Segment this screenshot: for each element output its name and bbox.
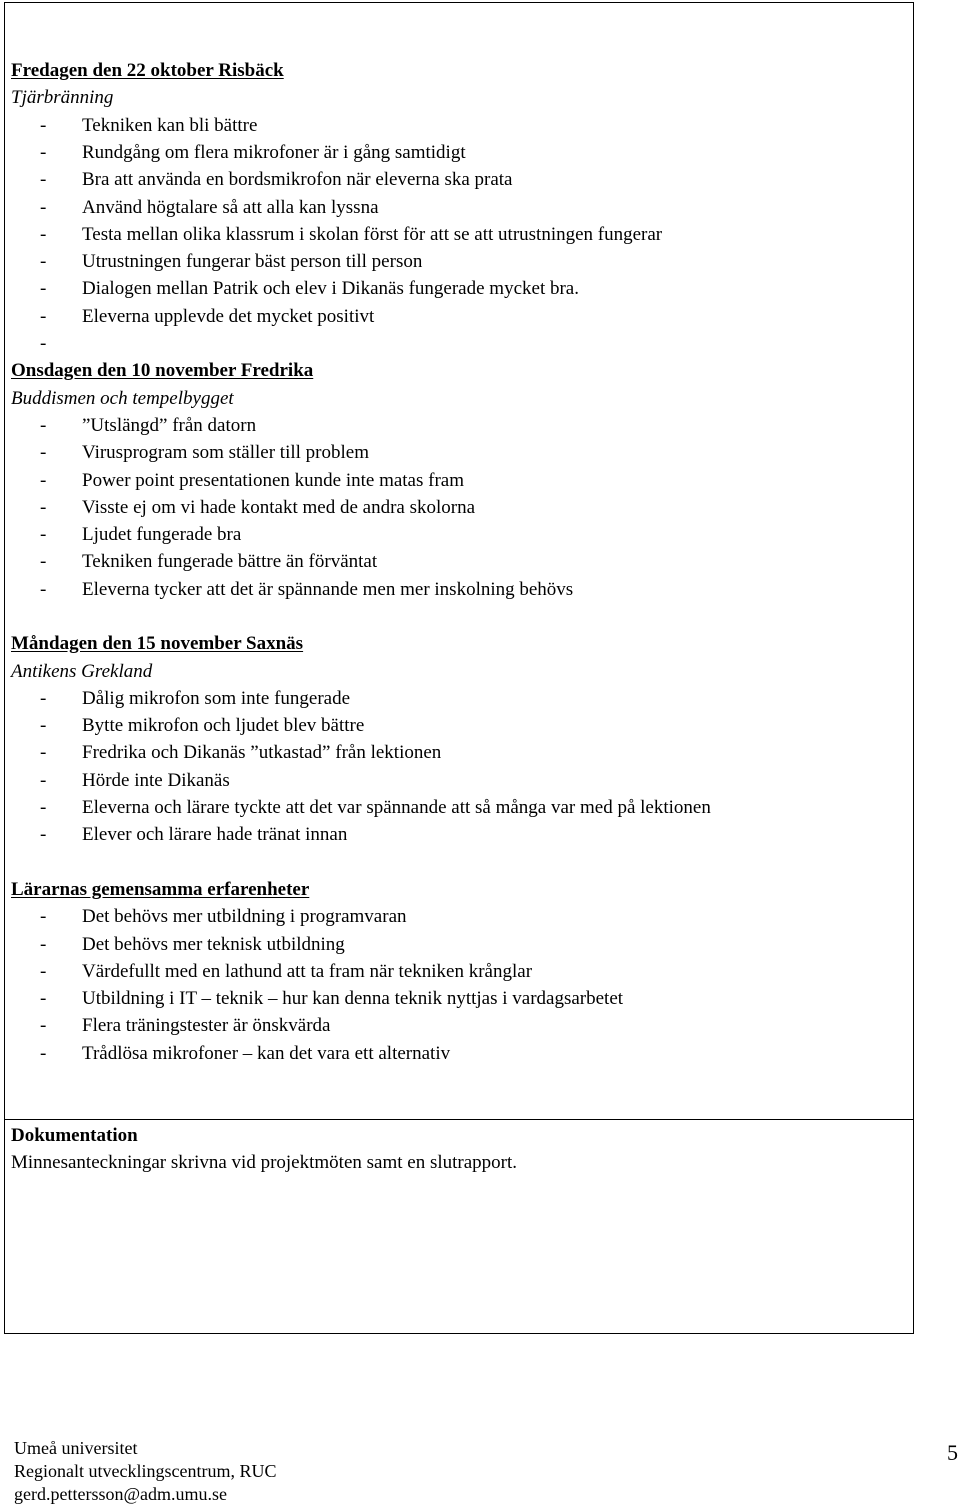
list-marker: - (40, 524, 47, 545)
list-item-text: Trådlösa mikrofoner – kan det vara ett alternativ (82, 1043, 451, 1064)
list-item-text: Fredrika och Dikanäs ”utkastad” från lektionen (82, 742, 442, 763)
list-marker: - (40, 961, 47, 982)
list-item (40, 303, 374, 330)
list-item-text: Eleverna och lärare tyckte att det var spännande att så många var med på lektionen (82, 797, 711, 818)
footer-email: gerd.pettersson@adm.umu.se (14, 1484, 228, 1504)
list-marker: - (40, 906, 47, 927)
list-item (40, 767, 230, 794)
list-item (40, 931, 345, 958)
list-marker: - (40, 742, 47, 763)
list-item-text: Elever och lärare hade tränat innan (82, 824, 348, 845)
section-heading: Lärarnas gemensamma erfarenheter (11, 879, 310, 900)
list-marker: - (40, 442, 47, 463)
list-item-text: Hörde inte Dikanäs (82, 770, 230, 791)
section-subtitle: Antikens Grekland (11, 661, 153, 682)
list-marker: - (40, 497, 47, 518)
list-marker: - (40, 306, 47, 327)
page-number: 5 (947, 1440, 958, 1465)
section-subtitle: Buddismen och tempelbygget (11, 388, 234, 409)
list-item-text: Bra att använda en bordsmikrofon när eleverna ska prata (82, 169, 513, 190)
list-marker: - (40, 579, 47, 600)
documentation-text: Minnesanteckningar skrivna vid projektmöten samt en slutrapport. (11, 1152, 518, 1173)
list-item-text: Testa mellan olika klassrum i skolan först för att se att utrustningen fungerar (82, 224, 663, 245)
list-item-text: Rundgång om flera mikrofoner är i gång samtidigt (82, 142, 466, 163)
list-item (40, 958, 532, 985)
list-item-text: Tekniken fungerade bättre än förväntat (82, 551, 378, 572)
list-item (40, 439, 369, 466)
list-item (40, 275, 579, 302)
list-item (40, 248, 422, 275)
list-item (40, 166, 513, 193)
list-item (40, 221, 662, 248)
list-marker: - (40, 688, 47, 709)
list-item-text: Eleverna upplevde det mycket positivt (82, 306, 375, 327)
list-item-text: Power point presentationen kunde inte matas fram (82, 470, 465, 491)
section-subtitle: Tjärbränning (11, 87, 114, 108)
footer-department: Regionalt utvecklingscentrum, RUC (14, 1461, 277, 1481)
list-marker: - (40, 988, 47, 1009)
list-marker: - (40, 224, 47, 245)
list-item (40, 548, 377, 575)
list-item (40, 521, 241, 548)
list-marker: - (40, 197, 47, 218)
list-item (40, 467, 464, 494)
list-item-text: Eleverna tycker att det är spännande men mer inskolning behövs (82, 579, 574, 600)
list-item (40, 794, 711, 821)
list-item (40, 139, 466, 166)
list-marker: - (40, 415, 47, 436)
list-item-text: Utrustningen fungerar bäst person till person (82, 251, 423, 272)
list-marker: - (40, 1015, 47, 1036)
list-item (40, 494, 475, 521)
list-item-text: Dålig mikrofon som inte fungerade (82, 688, 351, 709)
list-item-text: Bytte mikrofon och ljudet blev bättre (82, 715, 365, 736)
list-item (40, 1040, 450, 1067)
list-item (40, 576, 573, 603)
list-marker: - (40, 797, 47, 818)
list-marker: - (40, 169, 47, 190)
list-item-text: ”Utslängd” från datorn (82, 415, 257, 436)
list-marker: - (40, 278, 47, 299)
list-item-text: Det behövs mer utbildning i programvaran (82, 906, 407, 927)
section-heading: Onsdagen den 10 november Fredrika (11, 360, 314, 381)
empty-list-item (40, 330, 82, 357)
list-item-text: Dialogen mellan Patrik och elev i Dikanäs fungerade mycket bra. (82, 278, 579, 299)
list-item (40, 112, 257, 139)
list-marker: - (40, 1043, 47, 1064)
list-item-text: Värdefullt med en lathund att ta fram när tekniken krånglar (82, 961, 533, 982)
list-item (40, 739, 441, 766)
list-marker: - (40, 551, 47, 572)
list-item (40, 685, 350, 712)
list-marker: - (40, 824, 47, 845)
list-item-text: Använd högtalare så att alla kan lyssna (82, 197, 379, 218)
list-item (40, 985, 623, 1012)
list-marker: - (40, 934, 47, 955)
list-marker: - (40, 142, 47, 163)
footer-university: Umeå universitet (14, 1438, 138, 1458)
list-item-text: Utbildning i IT – teknik – hur kan denna teknik nyttjas i vardagsarbetet (82, 988, 624, 1009)
list-item-text: Flera träningstester är önskvärda (82, 1015, 331, 1036)
documentation-heading: Dokumentation (11, 1125, 138, 1146)
list-marker: - (40, 333, 47, 354)
list-item (40, 412, 256, 439)
list-item-text: Virusprogram som ställer till problem (82, 442, 369, 463)
list-marker: - (40, 770, 47, 791)
list-item (40, 821, 347, 848)
list-item-text: Visste ej om vi hade kontakt med de andra skolorna (82, 497, 476, 518)
list-item (40, 1012, 331, 1039)
section-heading: Måndagen den 15 november Saxnäs (11, 633, 304, 654)
section-heading: Fredagen den 22 oktober Risbäck (11, 60, 284, 81)
list-item-text: Det behövs mer teknisk utbildning (82, 934, 345, 955)
list-marker: - (40, 470, 47, 491)
list-item-text: Ljudet fungerade bra (82, 524, 242, 545)
list-item (40, 712, 364, 739)
list-item-text: Tekniken kan bli bättre (82, 115, 258, 136)
list-item (40, 194, 379, 221)
list-marker: - (40, 115, 47, 136)
list-marker: - (40, 251, 47, 272)
list-item (40, 903, 407, 930)
list-marker: - (40, 715, 47, 736)
